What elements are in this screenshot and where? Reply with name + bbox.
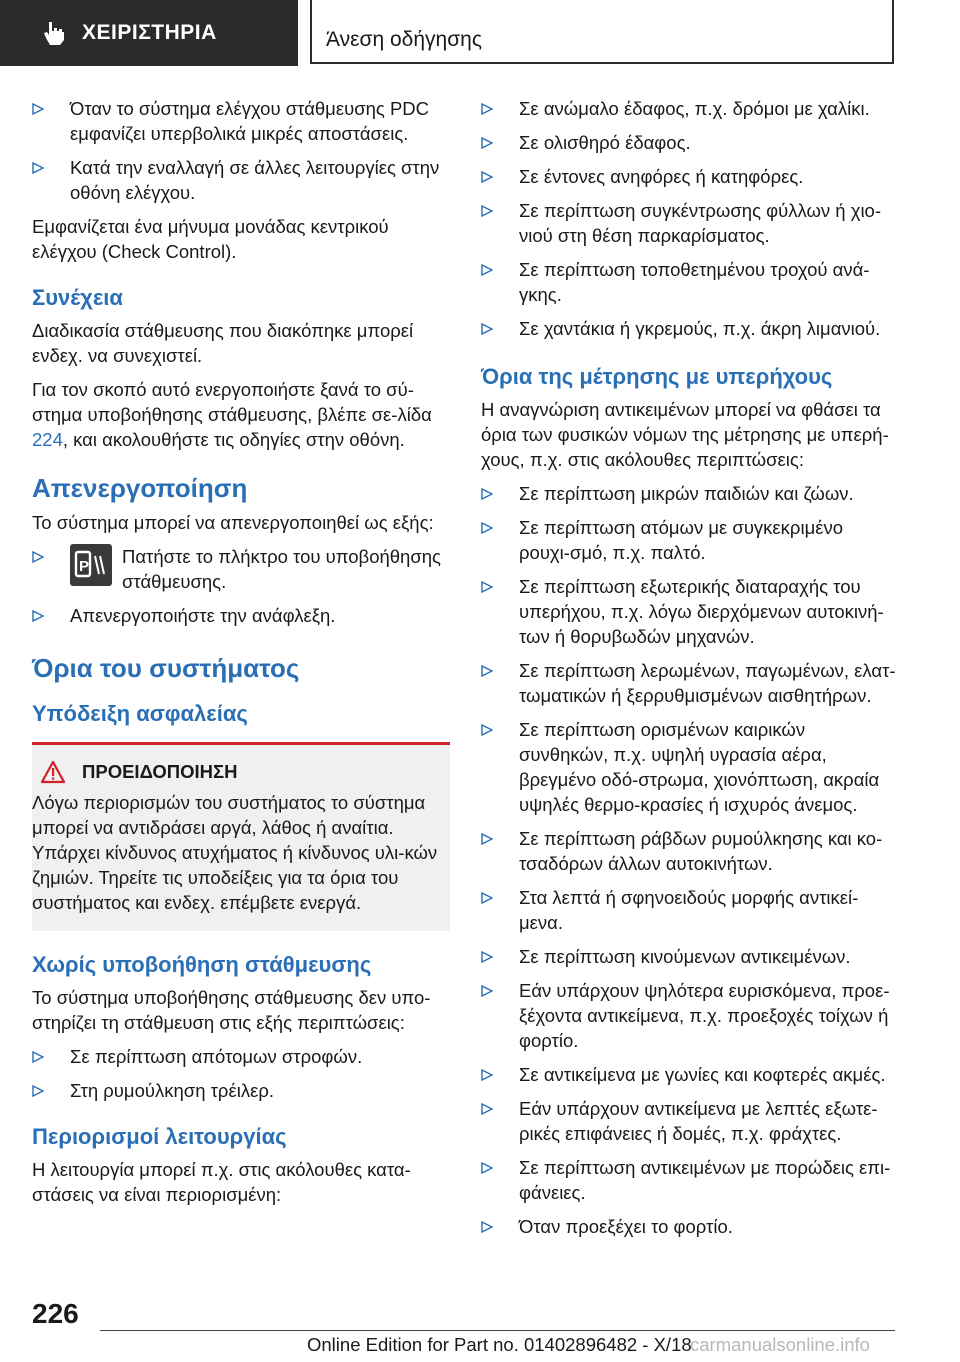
list-item-text: Σε περίπτωση συγκέντρωσης φύλλων ή χιο-νιού στη θέση παρκαρίσματος. xyxy=(519,200,882,246)
list-item-text: Πατήστε το πλήκτρο του υποβοήθησης στάθμευσης. xyxy=(122,546,441,592)
list-item-text: Σε περίπτωση ράβδων ρυμούλκησης και κο-τσαδόρων άλλων αυτοκινήτων. xyxy=(519,828,883,874)
triangle-bullet-icon xyxy=(481,574,501,599)
list-item xyxy=(481,1096,899,1146)
list-item xyxy=(32,1044,450,1069)
triangle-bullet-icon xyxy=(481,717,501,742)
warning-box xyxy=(32,742,450,931)
list-item xyxy=(481,96,899,121)
heading-deactivation: Απενεργοποίηση xyxy=(32,473,248,503)
page-link[interactable]: 224 xyxy=(32,429,63,450)
triangle-bullet-icon xyxy=(32,155,52,180)
svg-text:P: P xyxy=(79,558,90,575)
triangle-bullet-icon xyxy=(481,944,501,969)
list-item-text: Κατά την εναλλαγή σε άλλες λειτουργίες στην οθόνη ελέγχου. xyxy=(70,157,440,203)
list-item-text: Σε περίπτωση ατόμων με συγκεκριμένο ρουχι-σμό, π.χ. παλτό. xyxy=(519,517,844,563)
triangle-bullet-icon xyxy=(481,316,501,341)
list-item-text: Απενεργοποιήστε την ανάφλεξη. xyxy=(70,605,336,626)
triangle-bullet-icon xyxy=(481,826,501,851)
heading-function-restrictions: Περιορισμοί λειτουργίας xyxy=(32,1124,287,1149)
list-item-text: Στα λεπτά ή σφηνοειδούς μορφής αντικεί-μενα. xyxy=(519,887,859,933)
list-item xyxy=(481,130,899,155)
paragraph xyxy=(32,377,450,452)
triangle-bullet-icon xyxy=(481,978,501,1003)
footer-divider xyxy=(100,1330,895,1331)
list-item xyxy=(32,1078,450,1103)
triangle-bullet-icon xyxy=(32,1078,52,1103)
chapter-box xyxy=(310,0,894,64)
list-item-text: Σε περίπτωση αντικειμένων με πορώδεις επι-φάνειες. xyxy=(519,1157,891,1203)
paragraph-text: , και ακολουθήστε τις οδηγίες στην οθόνη. xyxy=(62,429,405,450)
list-item xyxy=(481,1155,899,1205)
list-item xyxy=(481,515,899,565)
heading-system-limits: Όρια του συστήματος xyxy=(32,653,300,683)
triangle-bullet-icon xyxy=(32,96,52,121)
list-item-text: Σε αντικείμενα με γωνίες και κοφτερές ακμές. xyxy=(519,1064,886,1085)
list-item-text: Σε χαντάκια ή γκρεμούς, π.χ. άκρη λιμανιού. xyxy=(519,318,881,339)
list-item-text: Σε περίπτωση ορισμένων καιρικών συνθηκών, π.χ. υψηλή υγρασία αέρα, βρεγμένο οδό-στρωμα, χιονόπτωση, ακραία υψηλές θερμο-κρασίες ή ισχυρός άνεμος. xyxy=(519,719,880,815)
list-item xyxy=(481,164,899,189)
list-item-text: Σε περίπτωση εξωτερικής διαταραχής του υπερήχου, π.χ. λόγω διερχόμενων αυτοκινή-των ή θορυβωδών μηχανών. xyxy=(519,576,884,647)
list-item xyxy=(481,717,899,817)
list-item xyxy=(481,978,899,1053)
page-header xyxy=(0,0,960,66)
left-column xyxy=(32,96,450,1216)
list-item xyxy=(481,1214,899,1239)
triangle-bullet-icon xyxy=(481,481,501,506)
list-item-text: Σε περίπτωση τοποθετημένου τροχού ανά-γκης. xyxy=(519,259,870,305)
park-assist-button-icon xyxy=(70,544,112,586)
heading-ultrasound-limits: Όρια της μέτρησης με υπερήχους xyxy=(481,364,833,389)
triangle-bullet-icon xyxy=(481,130,501,155)
triangle-bullet-icon xyxy=(481,198,501,223)
triangle-bullet-icon xyxy=(481,257,501,282)
list-item-text: Εάν υπάρχουν ψηλότερα ευρισκόμενα, προε-ξέχοντα αντικείμενα, π.χ. προεξοχές τοίχων ή φορτίο. xyxy=(519,980,890,1051)
warning-triangle-icon xyxy=(40,760,66,784)
list-item xyxy=(481,481,899,506)
page-number: 226 xyxy=(32,1298,79,1329)
list-item-text: Σε περίπτωση λερωμένων, παγωμένων, ελατ-τωματικών ή ξερρυθμισμένων αισθητήρων. xyxy=(519,660,896,706)
conditions-list xyxy=(481,96,899,341)
chapter-title: Άνεση οδήγησης xyxy=(326,28,482,51)
paragraph-text: Για τον σκοπό αυτό ενεργοποιήστε ξανά το σύ-στημα υποβοήθησης στάθμευσης, βλέπε σε-λίδα xyxy=(32,379,432,425)
right-column xyxy=(481,96,899,1248)
list-item-text: Σε έντονες ανηφόρες ή κατηφόρες. xyxy=(519,166,804,187)
list-item xyxy=(481,658,899,708)
paragraph: Το σύστημα υποβοήθησης στάθμευσης δεν υπο-στηρίζει τη στάθμευση στις εξής περιπτώσεις: xyxy=(32,987,431,1033)
list-item-text: Όταν προεξέχει το φορτίο. xyxy=(519,1216,733,1237)
list-item xyxy=(481,574,899,649)
ultrasound-cases-list xyxy=(481,481,899,1239)
paragraph: Εμφανίζεται ένα μήνυμα μονάδας κεντρικού ελέγχου (Check Control). xyxy=(32,216,389,262)
list-item xyxy=(32,96,450,146)
warning-title: ΠΡΟΕΙΔΟΠΟΙΗΣΗ xyxy=(82,761,238,782)
triangle-bullet-icon xyxy=(481,1096,501,1121)
triangle-bullet-icon xyxy=(481,658,501,683)
paragraph: Διαδικασία στάθμευσης που διακόπηκε μπορεί ενδεχ. να συνεχιστεί. xyxy=(32,320,414,366)
triangle-bullet-icon xyxy=(32,1044,52,1069)
heading-safety-note: Υπόδειξη ασφαλείας xyxy=(32,701,248,726)
list-item xyxy=(32,544,450,594)
paragraph: Η λειτουργία μπορεί π.χ. στις ακόλουθες κατα-στάσεις να είναι περιορισμένη: xyxy=(32,1159,411,1205)
section-tab xyxy=(0,0,298,66)
warning-header xyxy=(32,759,440,784)
list-item xyxy=(481,1062,899,1087)
triangle-bullet-icon xyxy=(481,164,501,189)
list-item xyxy=(32,603,450,628)
triangle-bullet-icon xyxy=(481,1155,501,1180)
list-item xyxy=(481,826,899,876)
triangle-bullet-icon xyxy=(481,1062,501,1087)
list-item xyxy=(481,944,899,969)
list-item-text: Σε περίπτωση απότομων στροφών. xyxy=(70,1046,363,1067)
footer-edition: Online Edition for Part no. 01402896482 - X/18 xyxy=(307,1334,692,1355)
triangle-bullet-icon xyxy=(32,544,52,569)
list-item xyxy=(32,155,450,205)
section-title: ΧΕΙΡΙΣΤΗΡΙΑ xyxy=(82,21,217,44)
heading-continue: Συνέχεια xyxy=(32,285,123,310)
heading-without-assist: Χωρίς υποβοήθηση στάθμευσης xyxy=(32,952,372,977)
warning-text: Λόγω περιορισμών του συστήματος το σύστημα μπορεί να αντιδράσει αργά, λάθος ή αναίτια. Υπάρχει κίνδυνος ατυχήματος ή κίνδυνος υλι-κών ζημιών. Τηρείτε τις υποδείξεις για τα όρια του συστήματος και ενδεχ. επέμβετε ενεργά. xyxy=(32,792,438,913)
triangle-bullet-icon xyxy=(481,96,501,121)
list-item xyxy=(481,198,899,248)
list-item xyxy=(481,885,899,935)
list-item-text: Εάν υπάρχουν αντικείμενα με λεπτές εξωτε-ρικές επιφάνειες ή δομές, π.χ. φράχτες. xyxy=(519,1098,878,1144)
list-item-text: Σε ολισθηρό έδαφος. xyxy=(519,132,691,153)
list-item-text: Σε περίπτωση μικρών παιδιών και ζώων. xyxy=(519,483,854,504)
triangle-bullet-icon xyxy=(481,515,501,540)
paragraph: Η αναγνώριση αντικειμένων μπορεί να φθάσει τα όρια των φυσικών νόμων της μέτρησης με υπερή-χους, π.χ. στις ακόλουθες περιπτώσεις: xyxy=(481,399,889,470)
list-item-text: Σε περίπτωση κινούμενων αντικειμένων. xyxy=(519,946,851,967)
paragraph: Το σύστημα μπορεί να απενεργοποιηθεί ως εξής: xyxy=(32,512,434,533)
list-item-text: Όταν το σύστημα ελέγχου στάθμευσης PDC εμφανίζει υπερβολικά μικρές αποστάσεις. xyxy=(70,98,430,144)
list-item-text: Σε ανώμαλο έδαφος, π.χ. δρόμοι με χαλίκι. xyxy=(519,98,870,119)
list-item xyxy=(481,257,899,307)
list-item xyxy=(481,316,899,341)
hand-pointer-icon xyxy=(40,19,68,47)
triangle-bullet-icon xyxy=(481,885,501,910)
footer-watermark: carmanualsonline.info xyxy=(690,1334,870,1355)
triangle-bullet-icon xyxy=(481,1214,501,1239)
triangle-bullet-icon xyxy=(32,603,52,628)
list-item-text: Στη ρυμούλκηση τρέιλερ. xyxy=(70,1080,274,1101)
